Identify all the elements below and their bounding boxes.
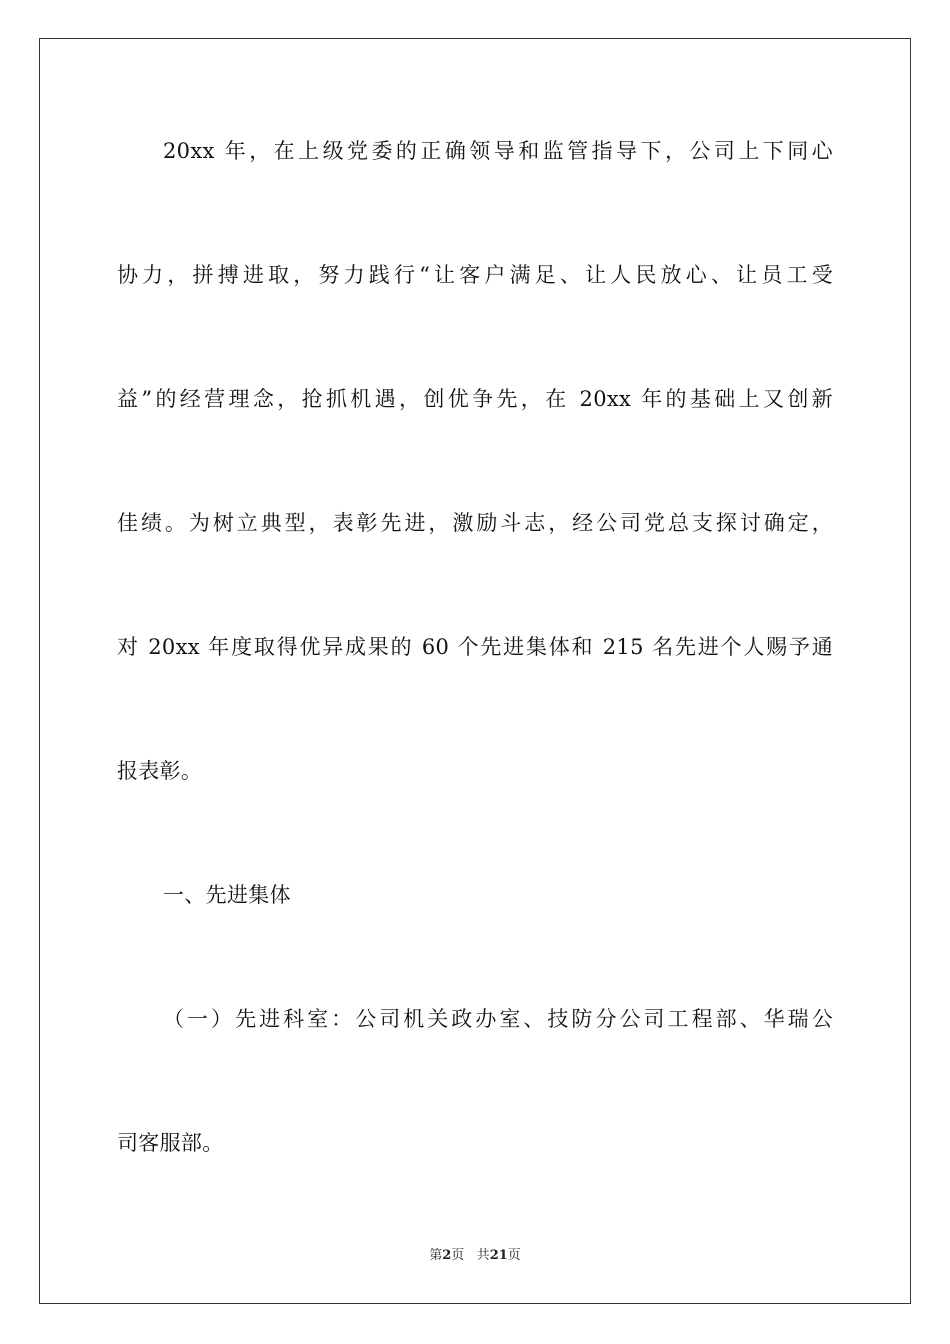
paragraph-line: 益”的经营理念，抢抓机遇，创优争先，在 20xx 年的基础上又创新 (117, 387, 833, 411)
paragraph-line: 佳绩。为树立典型，表彰先进，激励斗志，经公司党总支探讨确定， (117, 511, 833, 535)
paragraph-line: 司客服部。 (117, 1131, 224, 1155)
paragraph-line: 对 20xx 年度取得优异成果的 60 个先进集体和 215 名先进个人赐予通 (117, 635, 833, 659)
page-number: 2 (442, 1248, 452, 1263)
paragraph-line: 报表彰。 (117, 759, 203, 783)
paragraph-line: 20xx 年，在上级党委的正确领导和监管指导下，公司上下同心 (163, 139, 833, 163)
total-prefix: 共 (476, 1248, 490, 1263)
page-prefix: 第 (429, 1248, 443, 1263)
total-pages: 21 (489, 1248, 508, 1263)
page-footer (0, 1247, 950, 1265)
paragraph-line: 协力，拼搏进取，努力践行“让客户满足、让人民放心、让员工受 (117, 263, 833, 287)
paragraph-line: （一）先进科室：公司机关政办室、技防分公司工程部、华瑞公 (163, 1007, 833, 1031)
page-border (39, 38, 911, 1304)
section-heading: 一、先进集体 (163, 883, 291, 907)
page-suffix: 页 (451, 1248, 465, 1263)
total-suffix: 页 (507, 1248, 521, 1263)
